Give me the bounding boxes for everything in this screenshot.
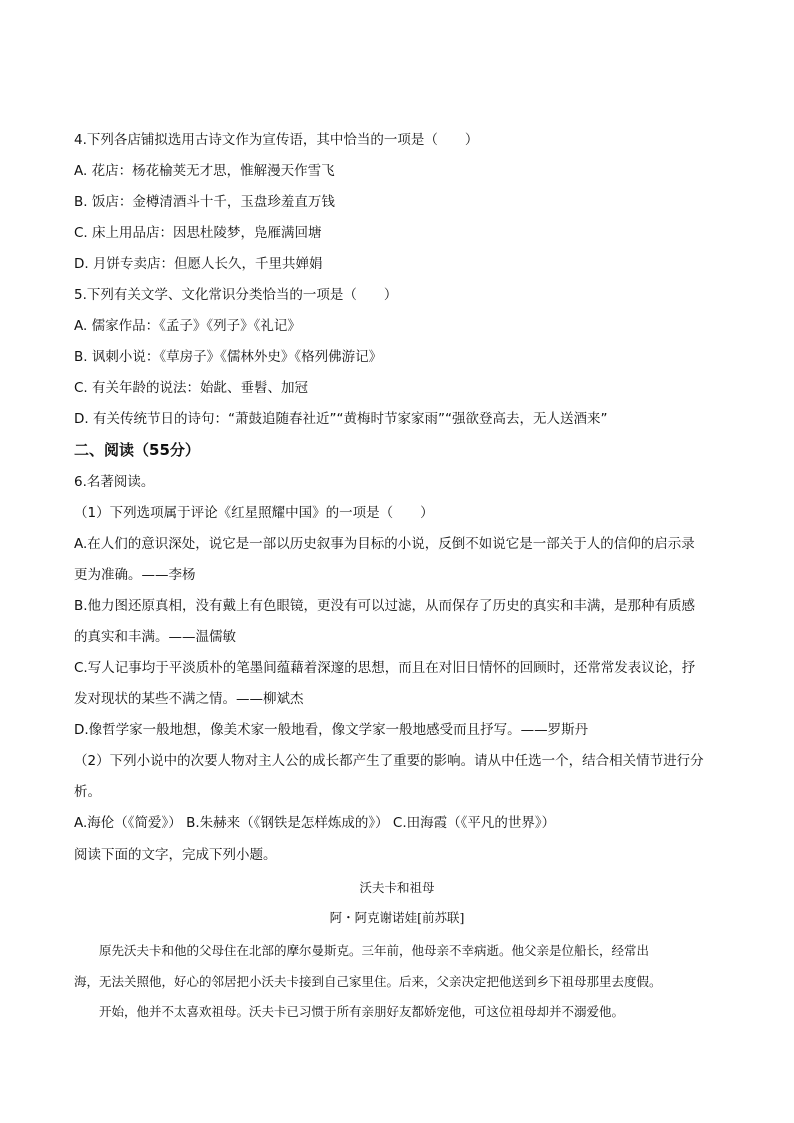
question-4-stem: 4.下列各店铺拟选用古诗文作为宣传语，其中恰当的一项是（ ） [74, 132, 479, 148]
passage-paragraph-1-line1: 原先沃夫卡和他的父母住在北部的摩尔曼斯克。三年前，他母亲不幸病逝。他父亲是位船长，经常出 [74, 943, 650, 958]
question-6-sub2-line1: （2）下列小说中的次要人物对主人公的成长都产生了重要的影响。请从中任选一个，结合相关情节进行分 [74, 753, 704, 769]
question-4-option-c: C. 床上用品店：因思杜陵梦，凫雁满回塘 [74, 225, 322, 241]
question-6-option-a-line1: A.在人们的意识深处，说它是一部以历史叙事为目标的小说，反倒不如说它是一部关于人的信仰的启示录 [74, 536, 695, 552]
question-4-option-a: A. 花店：杨花榆荚无才思，惟解漫天作雪飞 [74, 163, 335, 179]
question-5-stem: 5.下列有关文学、文化常识分类恰当的一项是（ ） [74, 287, 398, 303]
question-5-option-d: D. 有关传统节日的诗句：“萧鼓追随春社近”“黄梅时节家家雨”“强欲登高去，无人送酒来” [74, 411, 608, 427]
question-4-option-d: D. 月饼专卖店：但愿人长久，千里共婵娟 [74, 256, 323, 272]
question-6-sub2-options: A.海伦（《简爱》） B.朱赫来（《钢铁是怎样炼成的》） C.田海霞（《平凡的世界》） [74, 815, 556, 831]
passage-paragraph-2: 开始，他并不太喜欢祖母。沃夫卡已习惯于所有亲朋好友都娇宠他，可这位祖母却并不溺爱他。 [74, 1004, 625, 1019]
question-6-sub2-line2: 析。 [74, 784, 101, 800]
question-4-option-b: B. 饭店：金樽清酒斗十千，玉盘珍羞直万钱 [74, 194, 335, 210]
question-6-stem: 6.名著阅读。 [74, 474, 155, 490]
question-6-sub1: （1）下列选项属于评论《红星照耀中国》的一项是（ ） [74, 505, 434, 521]
passage-paragraph-1-line2: 海，无法关照他，好心的邻居把小沃夫卡接到自己家里住。后来，父亲决定把他送到乡下祖母那里去度假。 [74, 974, 662, 989]
question-6-option-c-line2: 发对现状的某些不满之情。——柳斌杰 [74, 691, 304, 707]
question-5-option-a: A. 儒家作品：《孟子》《列子》《礼记》 [74, 318, 301, 334]
question-6-option-c-line1: C.写人记事均于平淡质朴的笔墨间蕴藉着深邃的思想，而且在对旧日情怀的回顾时，还常常发表议论，抒 [74, 660, 696, 676]
question-6-option-d: D.像哲学家一般地想，像美术家一般地看，像文学家一般地感受而且抒写。——罗斯丹 [74, 722, 589, 738]
passage-title: 沃夫卡和祖母 [359, 880, 435, 895]
passage-author: 阿・阿克谢诺娃[前苏联] [329, 910, 465, 925]
question-6-option-a-line2: 更为准确。——李杨 [74, 567, 196, 583]
section-heading: 二、阅读（55分） [74, 441, 200, 459]
question-5-option-b: B. 讽刺小说：《草房子》《儒林外史》《格列佛游记》 [74, 349, 383, 365]
reading-instruction: 阅读下面的文字，完成下列小题。 [74, 847, 277, 863]
question-6-option-b-line1: B.他力图还原真相，没有戴上有色眼镜，更没有可以过滤，从而保存了历史的真实和丰满，是那种有质感 [74, 598, 696, 614]
question-6-option-b-line2: 的真实和丰满。——温儒敏 [74, 629, 236, 645]
question-5-option-c: C. 有关年龄的说法：始龀、垂髫、加冠 [74, 380, 309, 396]
